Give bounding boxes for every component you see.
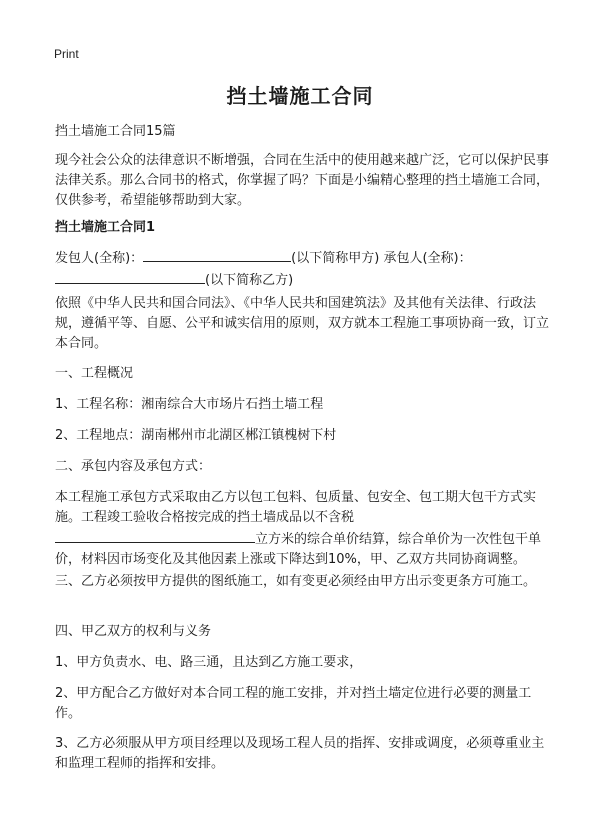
item3-paragraph: 三、乙方必须按甲方提供的图纸施工，如有变更必须经由甲方出示变更条方可施工。 [55,574,537,589]
item2-heading: 二、承包内容及承包方式： [55,459,212,474]
item1-1: 1、工程名称：湘南综合大市场片石挡土墙工程 [55,397,324,412]
item4-3: 3、乙方必须服从甲方项目经理以及现场工程人员的指挥、安排或调度，必须尊重业主和监理工程师的指挥和安排。 [55,736,545,771]
basis-paragraph: 依照《中华人民共和国合同法》、《中华人民共和国建筑法》及其他有关法律、行政法规，遵循平等、自愿、公平和诚实信用的原则，双方就本工程施工事项协商一致，订立本合同。 [55,296,550,351]
contractor-blank [55,269,205,284]
document-subtitle: 挡土墙施工合同15篇 [55,124,176,139]
item4-2: 2、甲方配合乙方做好对本合同工程的施工安排，并对挡土墙定位进行必要的测量工作。 [55,686,532,721]
item4-heading: 四、甲乙双方的权利与义务 [55,624,212,639]
print-label: Print [54,47,79,61]
employer-blank [143,247,291,262]
item4-1: 1、甲方负责水、电、路三通，且达到乙方施工要求， [55,655,363,670]
contractor-label: 承包人(全称)： [383,251,472,266]
item1-heading: 一、工程概况 [55,366,134,381]
item2-text-b: 立方米的综合单价结算，综合单价为一次性包干单价，材料因市场变化及其他因素上涨或下降达到10%，甲、乙双方共同协商调整。 [55,532,542,567]
employer-label: 发包人(全称)： [55,251,144,266]
intro-paragraph: 现今社会公众的法律意识不断增强，合同在生活中的使用越来越广泛，它可以保护民事法律关系。那么合同书的格式，你掌握了吗？下面是小编精心整理的挡土墙施工合同，仅供参考，希望能够帮助到大家。 [55,153,550,208]
section-heading: 挡土墙施工合同1 [55,220,156,235]
employer-suffix: (以下简称甲方) [291,251,380,266]
item2-paragraph [55,488,551,570]
document-title: 挡土墙施工合同 [226,84,374,108]
item1-2: 2、工程地点：湖南郴州市北湖区郴江镇槐树下村 [55,428,337,443]
contractor-suffix: (以下简称乙方) [205,273,294,288]
price-blank [55,528,255,543]
item2-text-a: 本工程施工承包方式采取由乙方以包工包料、包质量、包安全、包工期大包干方式实施。工程竣工验收合格按完成的挡土墙成品以不含税 [55,490,537,525]
parties-paragraph [55,247,551,291]
